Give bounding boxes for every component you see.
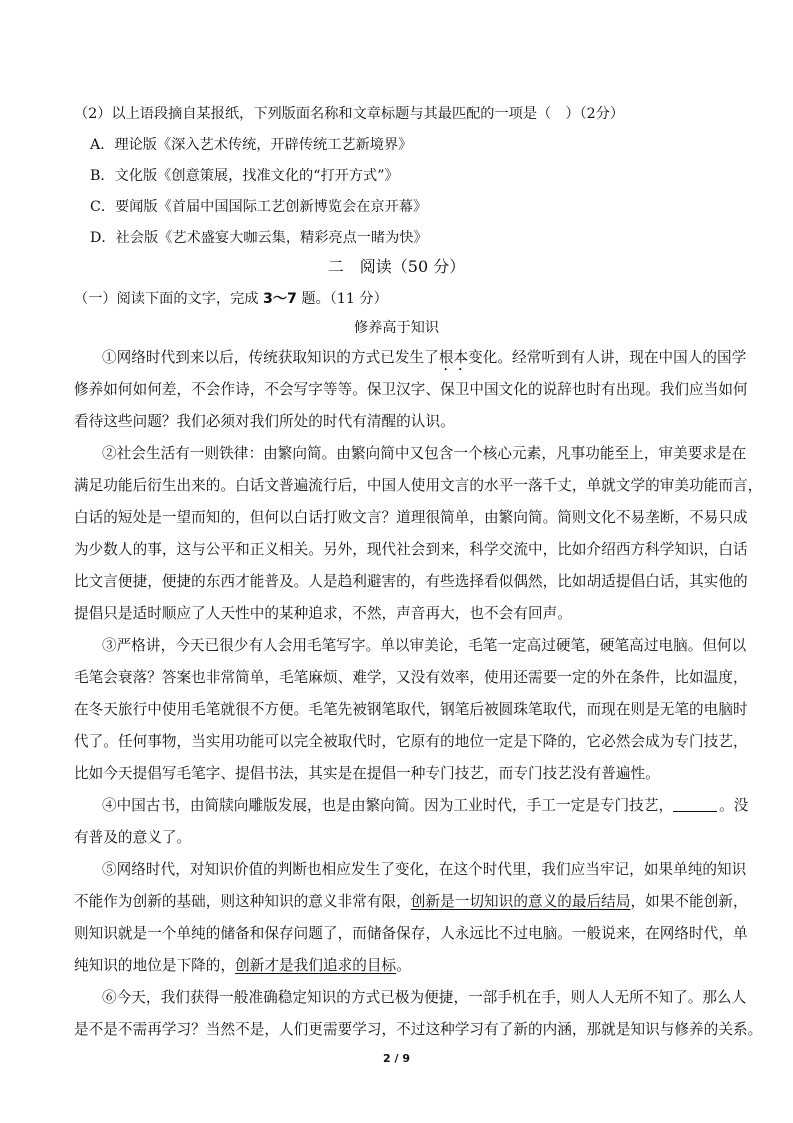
p6-line-2: 是不是不需再学习？当然不是，人们更需要学习，不过这种学习有了新的内涵，那就是知识与修养的关系。 [74,1021,763,1038]
instruction-text-a: （一）阅读下面的文字，完成 [74,291,263,307]
reading-instruction [74,289,388,309]
p5-text-c: 纯知识的地位是下降的， [74,957,236,974]
p3-line-4: 代了。任何事物，当实用功能可以完全被取代时，它原有的地位一定是下降的，它必然会成为专门技艺， [74,733,748,750]
option-a: A．理论版《深入艺术传统，开辟传统工艺新境界》 [90,137,413,153]
p1-text-b: 变化。经常听到有人讲，现在中国人的国学 [468,349,747,366]
p2-line-4: 为少数人的事，这与公平和正义相关。另外，现代社会到来，科学交流中，比如介绍西方科学知识，白话 [74,541,748,558]
p4-line-1 [102,796,748,816]
p3-line-1: ③严格讲，今天已很少有人会用毛笔写字。单以审美论，毛笔一定高过硬笔，硬笔高过电脑。但何以 [102,637,747,654]
article-title: 修养高于知识 [353,320,440,336]
p5-line-2 [74,892,748,912]
p1-line-1 [102,348,746,374]
p2-line-5: 比文言便捷，便捷的东西才能普及。人是趋利避害的，有些选择看似偶然，比如胡适提倡白话，其实他的 [74,573,748,590]
p5-text-b: ，如果不能创新， [630,893,748,910]
question-2-stem: （2）以上语段摘自某报纸，下列版面名称和文章标题与其最匹配的一项是（ ）（2分） [74,106,625,122]
p5-line-1: ⑤网络时代，对知识价值的判断也相应发生了变化，在这个时代里，我们应当牢记，如果单纯的知识 [102,861,747,878]
instruction-text-b: 题。（11 分） [296,291,388,307]
p5-text-a: 不能作为创新的基础，则这种知识的意义非常有限， [74,893,411,910]
p4-text-b: 。没 [719,797,749,814]
fill-in-blank [673,797,717,812]
p5-underlined-sentence-2: 创新才是我们追求的目标 [235,957,397,974]
p1-text-a: ①网络时代到来以后，传统获取知识的方式已发生了 [102,349,439,366]
p2-line-3: 白话的短处是一望而知的，但何以白话打败文言？道理很简单，由繁向简。简则文化不易垄断，不易只成 [74,509,748,526]
p6-line-1: ⑥今天，我们获得一般准确稳定知识的方式已极为便捷，一部手机在手，则人人无所不知了。那么人 [102,989,747,1006]
p1-line-2: 修养如何如何差，不会作诗，不会写字等等。保卫汉字、保卫中国文化的说辞也时有出现。我们应当如何 [74,381,748,398]
p2-line-2: 满足功能后衍生出来的。白话文普遍流行后，中国人使用文言的水平一落千丈，单就文学的审美功能而言， [74,477,763,494]
p2-line-1: ②社会生活有一则铁律：由繁向简。由繁向简中又包含一个核心元素，凡事功能至上，审美要求是在 [102,445,747,462]
p5-line-4 [74,956,411,976]
option-c: C．要闻版《首届中国国际工艺创新博览会在京开幕》 [90,199,428,215]
p5-text-d: 。 [396,957,411,974]
option-b: B．文化版《创意策展，找准文化的“打开方式”》 [90,168,399,184]
p5-underlined-sentence-1: 创新是一切知识的意义的最后结局 [410,893,631,910]
p5-line-3: 则知识就是一个单纯的储备和保存问题了，而储备保存，人永远比不过电脑。一般说来，在网络时代，单 [74,925,748,942]
p1-emphasized-word: 根本 [438,349,469,366]
instruction-question-range: 3～7 [262,291,297,307]
p4-text-a: ④中国古书，由简牍向雕版发展，也是由繁向简。因为工业时代，手工一定是专门技艺， [102,797,674,814]
section-title: 二 阅读（50 分） [327,257,466,276]
p3-line-3: 在冬天旅行中使用毛笔就很不方便。毛笔先被钢笔取代，钢笔后被圆珠笔取代，而现在则是无笔的电脑时 [74,701,748,718]
p1-line-3: 看待这些问题？我们必须对我们所处的时代有清醒的认识。 [74,413,455,430]
p3-line-2: 毛笔会衰落？答案也非常简单，毛笔麻烦、难学，又没有效率，使用还需要一定的外在条件，比如温度， [74,669,748,686]
p4-line-2: 有普及的意义了。 [74,829,192,846]
p3-line-5: 比如今天提倡写毛笔字、提倡书法，其实是在提倡一种专门技艺，而专门技艺没有普遍性。 [74,765,660,782]
p2-line-6: 提倡只是适时顺应了人天性中的某种追求，不然，声音再大，也不会有回声。 [74,605,572,622]
option-d: D．社会版《艺术盛宴大咖云集，精彩亮点一睹为快》 [90,230,428,246]
page-number: 2 / 9 [383,1052,410,1065]
